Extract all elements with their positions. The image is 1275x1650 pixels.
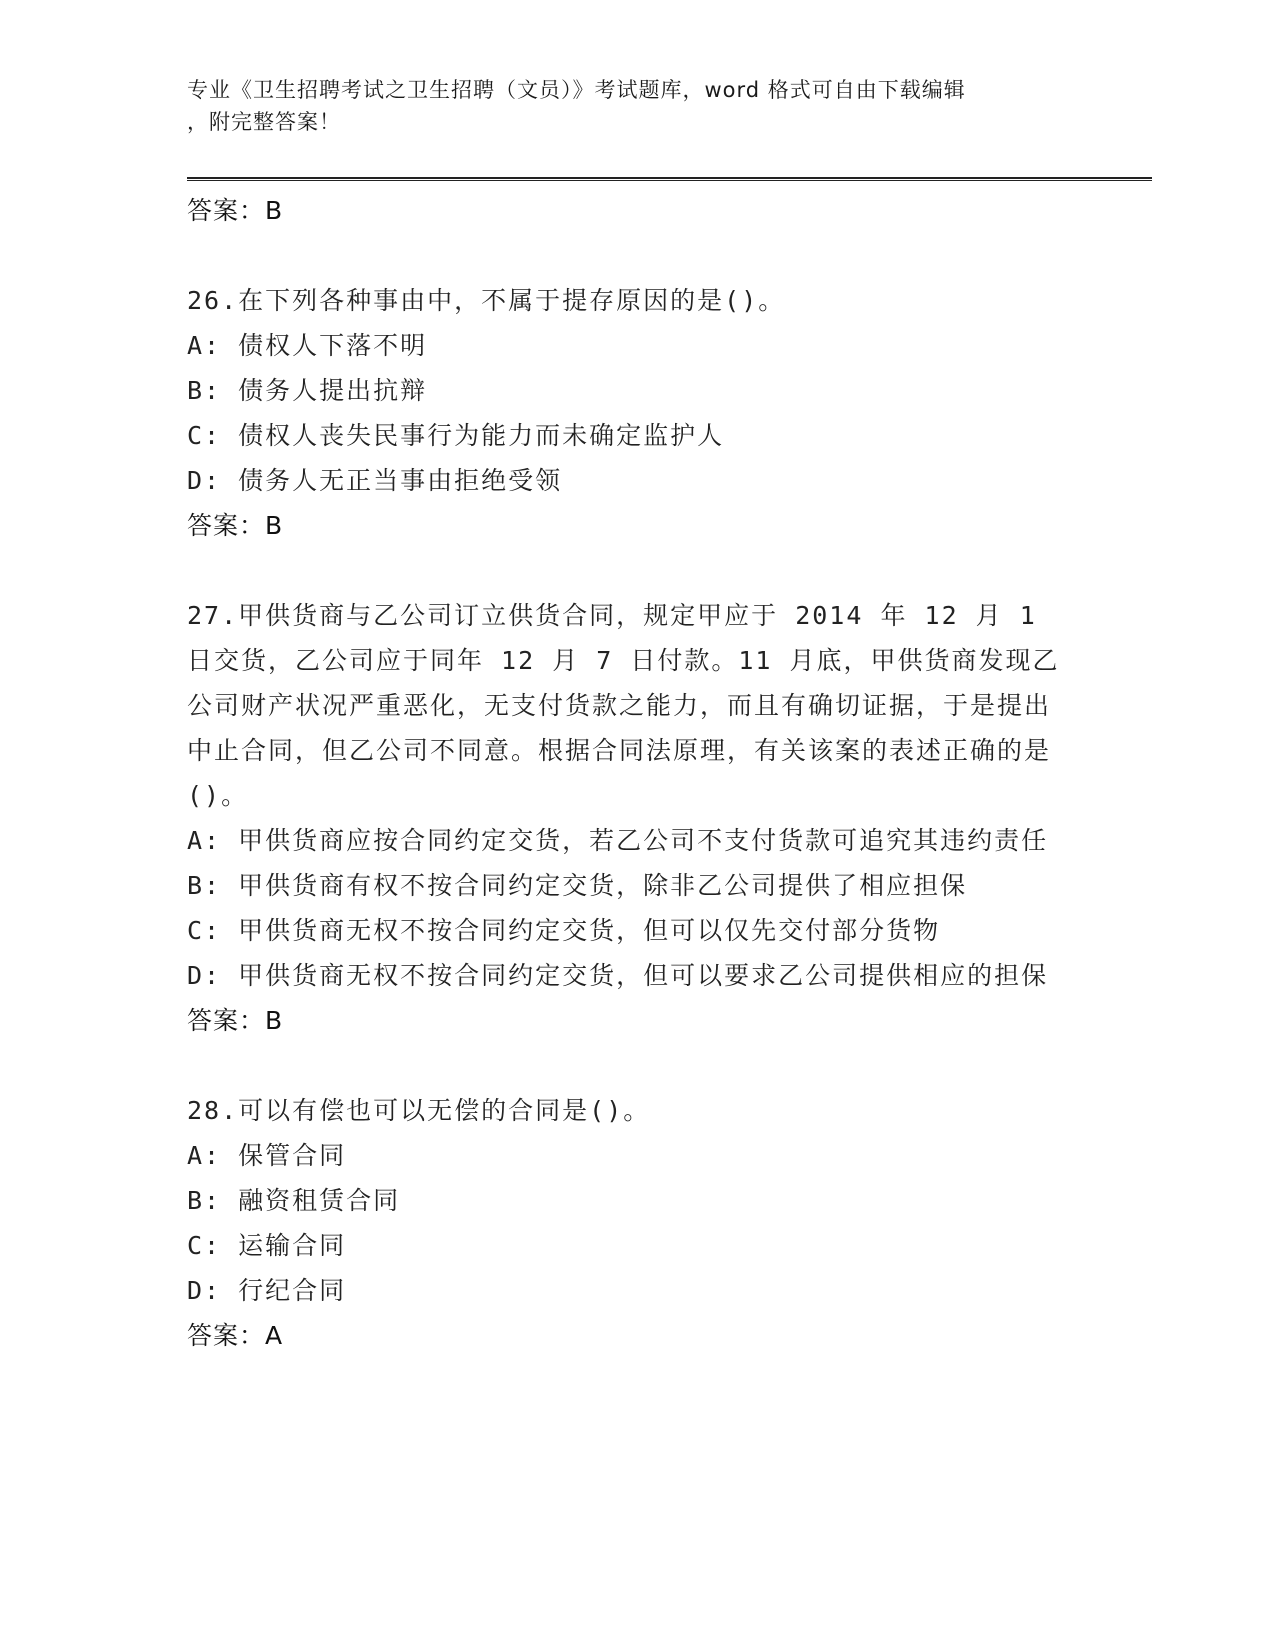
question-content: [187, 188, 1087, 1359]
question-stem: 26.在下列各种事由中，不属于提存原因的是()。: [187, 286, 786, 315]
header-divider: [187, 177, 1152, 181]
question-28: [187, 1088, 1087, 1359]
option-a: A: 保管合同: [187, 1141, 347, 1170]
document-header: [187, 74, 1067, 138]
option-b: B: 债务人提出抗辩: [187, 376, 428, 405]
option-a: A: 债权人下落不明: [187, 331, 428, 360]
option-b: B: 融资租赁合同: [187, 1186, 401, 1215]
option-c: C: 运输合同: [187, 1231, 347, 1260]
option-b: B: 甲供货商有权不按合同约定交货，除非乙公司提供了相应担保: [187, 871, 968, 900]
question-26: [187, 278, 1087, 549]
question-stem: 28.可以有偿也可以无偿的合同是()。: [187, 1096, 651, 1125]
answer-label: 答案：B: [187, 511, 284, 540]
option-d: D: 行纪合同: [187, 1276, 347, 1305]
answer-label: 答案：A: [187, 1321, 284, 1350]
question-stem: 27.甲供货商与乙公司订立供货合同，规定甲应于 2014 年 12 月 1 日交货，乙公司应于同年 12 月 7 日付款。11 月底，甲供货商发现乙公司财产状况严重恶化，无支付货款之能力，而且有确切证据，于是提出中止合同，但乙公司不同意。根据合同法原理，有关该案的表述正确的是()。: [187, 601, 1060, 810]
option-c: C: 甲供货商无权不按合同约定交货，但可以仅先交付部分货物: [187, 916, 941, 945]
option-d: D: 甲供货商无权不按合同约定交货，但可以要求乙公司提供相应的担保: [187, 961, 1049, 990]
header-line-1: 专业《卫生招聘考试之卫生招聘（文员）》考试题库，word 格式可自由下载编辑: [187, 78, 966, 102]
question-27: [187, 593, 1087, 1044]
answer-label: 答案：B: [187, 1006, 284, 1035]
previous-question-answer: 答案：B: [187, 196, 284, 225]
header-line-2: ，附完整答案！: [187, 110, 341, 134]
option-d: D: 债务人无正当事由拒绝受领: [187, 466, 563, 495]
option-c: C: 债权人丧失民事行为能力而未确定监护人: [187, 421, 725, 450]
option-a: A: 甲供货商应按合同约定交货，若乙公司不支付货款可追究其违约责任: [187, 826, 1049, 855]
